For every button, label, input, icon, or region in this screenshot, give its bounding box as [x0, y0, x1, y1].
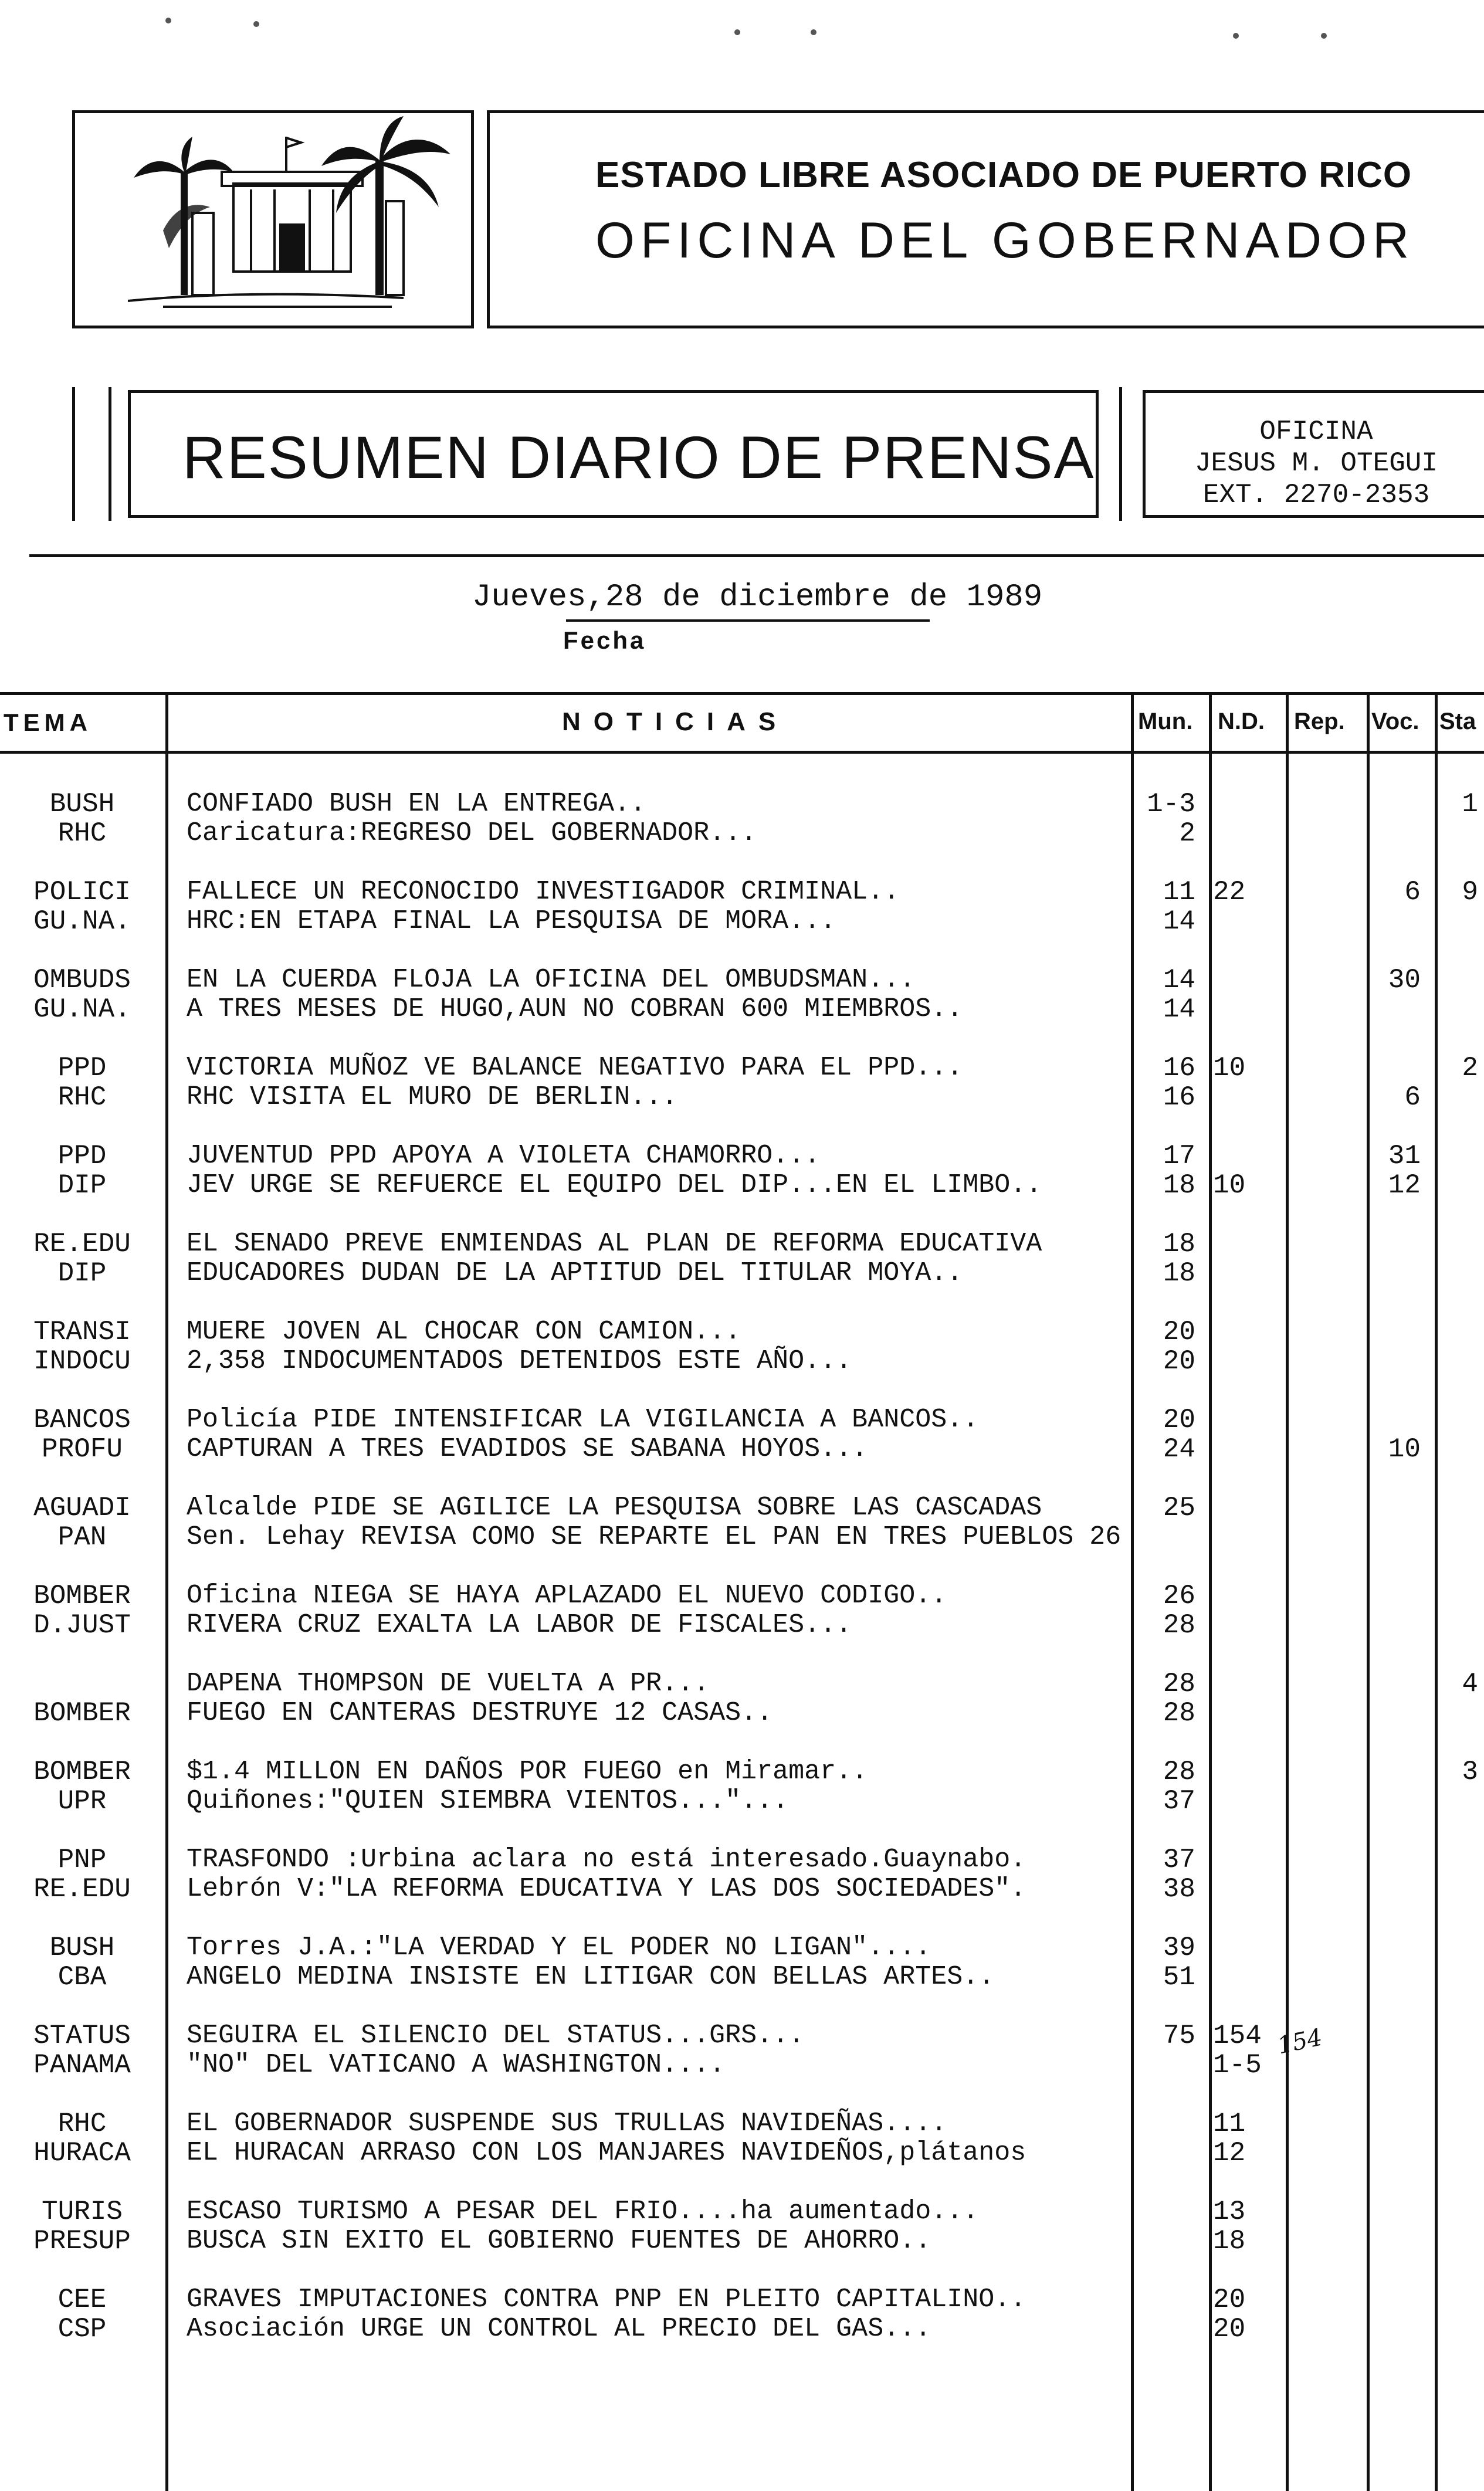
row-nd: 10: [1213, 1053, 1246, 1083]
header-divider: [29, 554, 1484, 557]
row-tema: BUSH: [49, 789, 115, 819]
row-headline: GRAVES IMPUTACIONES CONTRA PNP EN PLEITO CAPITALINO..: [187, 2285, 1026, 2314]
table-top-rule: [0, 692, 1484, 695]
row-voc: 12: [1388, 1170, 1421, 1201]
row-mun: 18: [1163, 1258, 1195, 1289]
row-tema: BOMBER: [33, 1581, 131, 1611]
row-tema: CSP: [57, 2314, 107, 2344]
row-headline: MUERE JOVEN AL CHOCAR CON CAMION...: [187, 1317, 741, 1347]
column-divider: [1435, 692, 1438, 2491]
row-tema: PRESUP: [33, 2226, 131, 2256]
government-building-icon: [75, 113, 471, 326]
row-tema: RE.EDU: [33, 1229, 131, 1259]
row-mun: 11: [1163, 877, 1195, 907]
row-headline: Quiñones:"QUIEN SIEMBRA VIENTOS..."...: [187, 1786, 789, 1816]
row-headline: Policía PIDE INTENSIFICAR LA VIGILANCIA A BANCOS..: [187, 1405, 979, 1435]
row-headline: BUSCA SIN EXITO EL GOBIERNO FUENTES DE AHORRO..: [187, 2226, 931, 2256]
government-name: ESTADO LIBRE ASOCIADO DE PUERTO RICO: [595, 155, 1412, 195]
date-label: Fecha: [563, 626, 646, 654]
row-tema: RE.EDU: [33, 1874, 131, 1904]
row-tema: HURACA: [33, 2138, 131, 2168]
scan-speck: [811, 29, 816, 35]
row-headline: VICTORIA MUÑOZ VE BALANCE NEGATIVO PARA EL PPD...: [187, 1053, 963, 1083]
row-sta: 2: [1462, 1053, 1478, 1083]
row-tema: PPD: [57, 1141, 107, 1171]
row-headline: CONFIADO BUSH EN LA ENTREGA..: [187, 789, 646, 819]
row-mun: 39: [1163, 1933, 1195, 1963]
row-tema: BANCOS: [33, 1405, 131, 1435]
row-headline: Asociación URGE UN CONTROL AL PRECIO DEL GAS...: [187, 2314, 931, 2344]
row-mun: 14: [1163, 906, 1195, 937]
row-mun: 28: [1163, 1610, 1195, 1641]
column-divider: [1209, 692, 1212, 2491]
row-headline: $1.4 MILLON EN DAÑOS POR FUEGO en Miramar..: [187, 1757, 868, 1787]
row-mun: 28: [1163, 1669, 1195, 1699]
row-tema: RHC: [57, 1082, 107, 1113]
column-header-tema: TEMA: [4, 709, 92, 736]
row-tema: BOMBER: [33, 1698, 131, 1729]
row-voc: 6: [1404, 877, 1421, 907]
scan-speck: [1321, 33, 1327, 39]
row-voc: 6: [1404, 1082, 1421, 1113]
row-nd: 12: [1213, 2138, 1246, 2168]
office-name: OFICINA DEL GOBERNADOR: [595, 212, 1415, 269]
row-headline: JEV URGE SE REFUERCE EL EQUIPO DEL DIP...EN EL LIMBO..: [187, 1170, 1042, 1200]
column-header-noticias: NOTICIAS: [562, 707, 789, 736]
row-mun: 20: [1163, 1317, 1195, 1347]
scan-speck: [253, 21, 259, 27]
row-mun: 37: [1163, 1786, 1195, 1816]
scan-speck: [165, 18, 171, 23]
row-mun: 17: [1163, 1141, 1195, 1171]
column-divider: [1367, 692, 1370, 2491]
row-nd: 18: [1213, 2226, 1246, 2256]
row-tema: OMBUDS: [33, 965, 131, 995]
row-tema: PANAMA: [33, 2050, 131, 2080]
banner-title: RESUMEN DIARIO DE PRENSA: [182, 424, 1095, 491]
row-tema: CBA: [57, 1962, 107, 1992]
row-tema: POLICI: [33, 877, 131, 907]
row-tema: INDOCU: [33, 1346, 131, 1377]
row-headline: EL SENADO PREVE ENMIENDAS AL PLAN DE REFORMA EDUCATIVA: [187, 1229, 1042, 1259]
row-mun: 18: [1163, 1229, 1195, 1259]
row-headline: A TRES MESES DE HUGO,AUN NO COBRAN 600 MIEMBROS..: [187, 994, 963, 1024]
row-headline: Alcalde PIDE SE AGILICE LA PESQUISA SOBRE LAS CASCADAS: [187, 1493, 1042, 1523]
row-headline: EN LA CUERDA FLOJA LA OFICINA DEL OMBUDSMAN...: [187, 965, 916, 995]
column-header-nd: N.D.: [1218, 709, 1265, 734]
row-tema: PPD: [57, 1053, 107, 1083]
row-headline: ANGELO MEDINA INSISTE EN LITIGAR CON BELLAS ARTES..: [187, 1962, 995, 1992]
row-tema: GU.NA.: [33, 994, 131, 1025]
row-headline: Caricatura:REGRESO DEL GOBERNADOR...: [187, 818, 757, 848]
row-tema: DIP: [57, 1258, 107, 1289]
row-headline: Sen. Lehay REVISA COMO SE REPARTE EL PAN EN TRES PUEBLOS 26: [187, 1522, 1122, 1552]
row-headline: Torres J.A.:"LA VERDAD Y EL PODER NO LIGAN"....: [187, 1933, 931, 1963]
row-tema: PAN: [57, 1522, 107, 1553]
row-mun: 20: [1163, 1405, 1195, 1435]
column-header-sta: Sta: [1439, 709, 1476, 734]
row-headline: ESCASO TURISMO A PESAR DEL FRIO....ha aumentado...: [187, 2197, 979, 2226]
office-contact-name: JESUS M. OTEGUI: [1194, 448, 1438, 479]
row-tema: TRANSI: [33, 1317, 131, 1347]
row-tema: UPR: [57, 1786, 107, 1816]
row-headline: CAPTURAN A TRES EVADIDOS SE SABANA HOYOS...: [187, 1434, 868, 1464]
row-headline: HRC:EN ETAPA FINAL LA PESQUISA DE MORA...: [187, 906, 836, 936]
row-headline: Lebrón V:"LA REFORMA EDUCATIVA Y LAS DOS SOCIEDADES".: [187, 1874, 1026, 1904]
row-tema: PROFU: [41, 1434, 123, 1465]
row-nd: 20: [1213, 2314, 1246, 2344]
row-voc: 30: [1388, 965, 1421, 995]
row-mun: 28: [1163, 1698, 1195, 1729]
report-date: Jueves,28 de diciembre de 1989: [472, 579, 1043, 615]
row-headline: EL HURACAN ARRASO CON LOS MANJARES NAVIDEÑOS,plátanos: [187, 2138, 1026, 2168]
banner-bar: [72, 387, 75, 521]
scan-speck: [734, 29, 740, 35]
row-mun: 26: [1163, 1581, 1195, 1611]
banner-bar: [1119, 387, 1122, 521]
row-mun: 16: [1163, 1082, 1195, 1113]
row-headline: Oficina NIEGA SE HAYA APLAZADO EL NUEVO CODIGO..: [187, 1581, 947, 1611]
row-tema: D.JUST: [33, 1610, 131, 1641]
row-sta: 1: [1462, 789, 1478, 819]
row-nd: 22: [1213, 877, 1246, 907]
row-nd: 154: [1213, 2021, 1262, 2051]
row-mun: 2: [1179, 818, 1195, 849]
row-headline: RHC VISITA EL MURO DE BERLIN...: [187, 1082, 678, 1112]
row-tema: DIP: [57, 1170, 107, 1201]
row-headline: EDUCADORES DUDAN DE LA APTITUD DEL TITULAR MOYA..: [187, 1258, 963, 1288]
row-headline: JUVENTUD PPD APOYA A VIOLETA CHAMORRO...: [187, 1141, 821, 1171]
banner-frame: [128, 390, 1099, 518]
row-sta: 3: [1462, 1757, 1478, 1787]
row-sta: 4: [1462, 1669, 1478, 1699]
government-header: [487, 110, 1484, 328]
row-mun: 14: [1163, 965, 1195, 995]
row-mun: 14: [1163, 994, 1195, 1025]
row-nd: 20: [1213, 2285, 1246, 2315]
row-tema: AGUADI: [33, 1493, 131, 1523]
row-nd: 13: [1213, 2197, 1246, 2227]
row-mun: 20: [1163, 1346, 1195, 1377]
row-mun: 24: [1163, 1434, 1195, 1465]
row-nd: 11: [1213, 2109, 1246, 2139]
logo-frame: [72, 110, 474, 328]
office-label: OFICINA: [1259, 416, 1373, 447]
row-mun: 38: [1163, 1874, 1195, 1904]
column-divider: [165, 692, 168, 2491]
column-header-rep: Rep.: [1294, 709, 1345, 734]
row-headline: 2,358 INDOCUMENTADOS DETENIDOS ESTE AÑO...: [187, 1346, 852, 1376]
column-header-voc: Voc.: [1371, 709, 1419, 734]
row-tema: BUSH: [49, 1933, 115, 1963]
row-mun: 16: [1163, 1053, 1195, 1083]
row-mun: 1-3: [1147, 789, 1195, 819]
scan-speck: [1233, 33, 1239, 39]
row-tema: CEE: [57, 2285, 107, 2315]
row-headline: "NO" DEL VATICANO A WASHINGTON....: [187, 2050, 726, 2080]
office-contact: [1143, 390, 1484, 518]
handwritten-note: 154: [1275, 2024, 1325, 2060]
row-sta: 9: [1462, 877, 1478, 907]
row-mun: 18: [1163, 1170, 1195, 1201]
row-nd: 1-5: [1213, 2050, 1262, 2080]
column-header-mun: Mun.: [1138, 709, 1193, 734]
row-mun: 75: [1163, 2021, 1195, 2051]
row-tema: RHC: [57, 818, 107, 849]
table-header-rule: [0, 751, 1484, 754]
row-tema: STATUS: [33, 2021, 131, 2051]
office-extension: EXT. 2270-2353: [1202, 480, 1430, 510]
column-divider: [1131, 692, 1134, 2491]
row-mun: 28: [1163, 1757, 1195, 1787]
row-tema: GU.NA.: [33, 906, 131, 937]
banner-bar: [109, 387, 111, 521]
row-headline: FUEGO EN CANTERAS DESTRUYE 12 CASAS..: [187, 1698, 773, 1728]
column-divider: [1286, 692, 1289, 2491]
row-tema: TURIS: [41, 2197, 123, 2227]
row-tema: BOMBER: [33, 1757, 131, 1787]
row-tema: RHC: [57, 2109, 107, 2139]
row-headline: EL GOBERNADOR SUSPENDE SUS TRULLAS NAVIDEÑAS....: [187, 2109, 947, 2138]
row-headline: DAPENA THOMPSON DE VUELTA A PR...: [187, 1669, 710, 1699]
row-voc: 31: [1388, 1141, 1421, 1171]
row-headline: TRASFONDO :Urbina aclara no está interesado.Guaynabo.: [187, 1845, 1026, 1875]
row-headline: RIVERA CRUZ EXALTA LA LABOR DE FISCALES...: [187, 1610, 852, 1640]
row-nd: 10: [1213, 1170, 1246, 1201]
date-underline: [566, 619, 930, 622]
row-mun: 37: [1163, 1845, 1195, 1875]
row-tema: PNP: [57, 1845, 107, 1875]
row-voc: 10: [1388, 1434, 1421, 1465]
row-headline: SEGUIRA EL SILENCIO DEL STATUS...GRS...: [187, 2021, 805, 2051]
row-headline: FALLECE UN RECONOCIDO INVESTIGADOR CRIMINAL..: [187, 877, 900, 907]
row-mun: 51: [1163, 1962, 1195, 1992]
row-mun: 25: [1163, 1493, 1195, 1523]
